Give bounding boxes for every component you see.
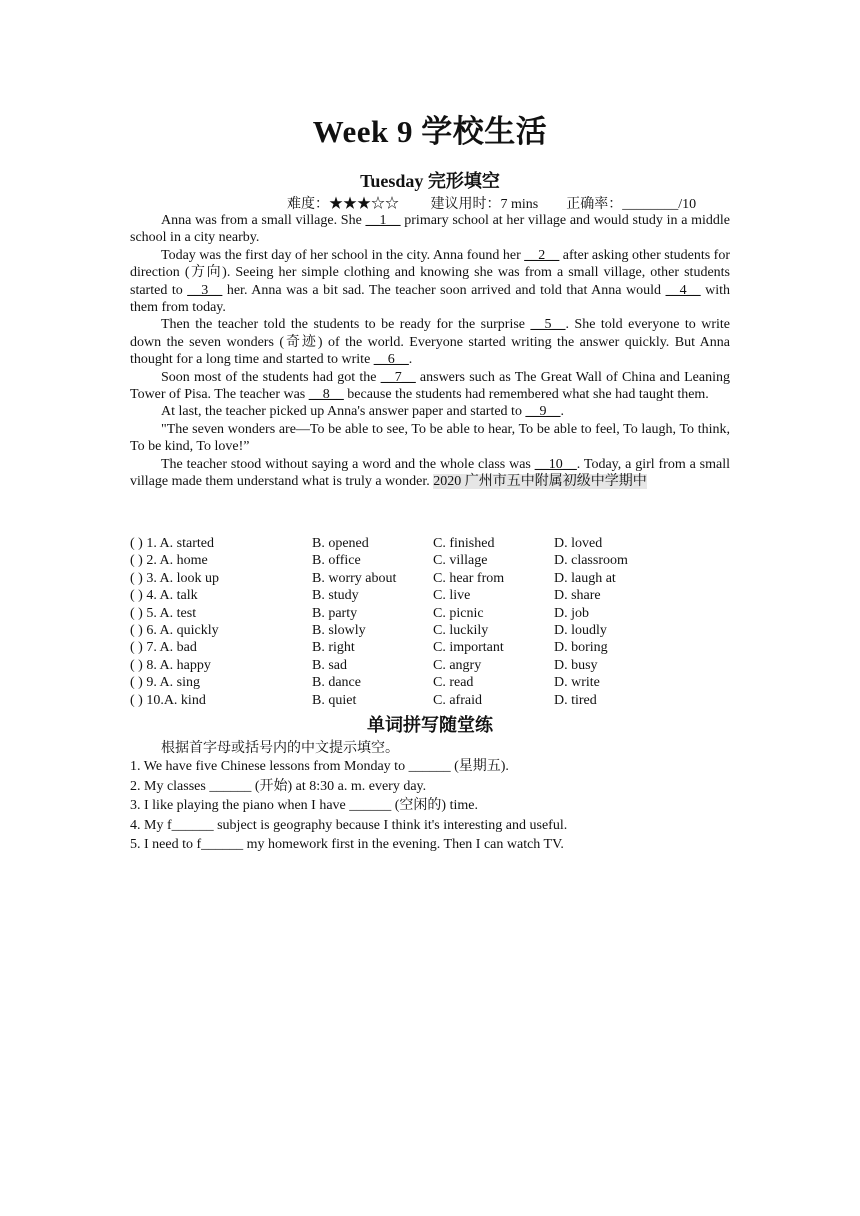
page-title: Week 9 学校生活 — [312, 114, 548, 149]
question-1: ( ) 1. A. started — [130, 536, 214, 551]
option-d: D. job — [554, 605, 589, 621]
blank-6: __6__ — [373, 352, 409, 368]
spelling-list — [130, 757, 750, 855]
spelling-instruction: 根据首字母或括号内的中文提示填空。 — [161, 741, 399, 756]
spelling-item-5: 5. I need to f______ my homework first in the evening. Then I can watch TV. — [130, 837, 564, 852]
option-d: D. tired — [554, 692, 597, 708]
option-d: D. boring — [554, 640, 608, 656]
question-7: ( ) 7. A. bad — [130, 640, 197, 656]
text: primary school at her village and would study in a middle school in a city nearby. — [130, 213, 731, 246]
option-c: C. finished — [433, 536, 495, 551]
option-b: B. right — [312, 640, 355, 656]
cloze-passage — [130, 212, 730, 491]
option-d: D. share — [554, 588, 601, 604]
accuracy-field: 正确率：________/10 — [566, 197, 697, 212]
option-row — [130, 587, 750, 604]
question-8: ( ) 8. A. happy — [130, 657, 211, 673]
text: Then the teacher told the students to be ready for the surprise — [161, 317, 531, 333]
text: Soon most of the students had got the — [161, 369, 381, 385]
blank-4: __4__ — [665, 282, 701, 298]
option-row — [130, 622, 750, 639]
option-d: D. classroom — [554, 553, 628, 569]
option-b: B. slowly — [312, 622, 366, 638]
option-row — [130, 552, 750, 569]
option-b: B. quiet — [312, 692, 357, 708]
option-b: B. dance — [312, 675, 361, 691]
spelling-item-3: 3. I like playing the piano when I have ______ (空闲的) time. — [130, 798, 478, 813]
text: answers such as The Great Wall of China and Leaning Tower of Pisa. The teacher was — [130, 369, 730, 403]
question-6: ( ) 6. A. quickly — [130, 622, 219, 638]
option-d: D. loudly — [554, 622, 607, 638]
option-row — [130, 639, 750, 656]
spelling-item-1: 1. We have five Chinese lessons from Monday to ______ (星期五). — [130, 759, 509, 774]
option-b: B. office — [312, 553, 361, 569]
answer-options — [130, 535, 750, 709]
text: The teacher stood without saying a word and the whole class was — [161, 456, 535, 472]
option-c: C. read — [433, 675, 474, 691]
difficulty-rating: 难度：★★★☆☆ — [287, 197, 399, 212]
option-c: C. hear from — [433, 570, 505, 586]
spelling-section-title: 单词拼写随堂练 — [367, 715, 493, 735]
blank-1: __1__ — [365, 213, 401, 228]
option-c: C. angry — [433, 657, 482, 673]
spelling-item-2: 2. My classes ______ (开始) at 8:30 a. m. every day. — [130, 778, 427, 794]
option-c: C. village — [433, 553, 488, 569]
text: with them from today. — [130, 282, 730, 316]
option-c: C. picnic — [433, 605, 484, 621]
option-b: B. worry about — [312, 570, 397, 586]
option-d: D. write — [554, 675, 600, 691]
source-tag: 2020 广州市五中附属初级中学期中 — [433, 474, 647, 490]
blank-5: __5__ — [530, 317, 566, 333]
question-10: ( ) 10.A. kind — [130, 692, 206, 708]
paragraph-2 — [130, 247, 730, 317]
question-2: ( ) 2. A. home — [130, 553, 208, 569]
option-c: C. important — [433, 640, 504, 656]
question-3: ( ) 3. A. look up — [130, 570, 220, 586]
blank-10: __10__ — [534, 456, 577, 472]
option-b: B. party — [312, 605, 358, 621]
text: Anna was from a small village. She — [161, 213, 366, 228]
option-d: D. laugh at — [554, 570, 616, 586]
option-row — [130, 657, 750, 674]
paragraph-6: "The seven wonders are—To be able to see, To be able to hear, To be able to feel, To laugh, To think, To be kind, To love!” — [130, 421, 730, 455]
option-b: B. sad — [312, 657, 347, 673]
text: At last, the teacher picked up Anna's answer paper and started to — [161, 404, 526, 420]
option-row — [130, 692, 750, 709]
section-subtitle: Tuesday 完形填空 — [360, 171, 500, 191]
question-4: ( ) 4. A. talk — [130, 588, 198, 604]
text: . She told everyone to write down the seven wonders (奇迹) of the world. Everyone started writing the answer quickly. But Anna thought for a long time and started to write — [130, 317, 730, 368]
spelling-item-4: 4. My f______ subject is geography because I think it's interesting and useful. — [130, 817, 568, 833]
paragraph-3 — [130, 316, 730, 368]
option-d: D. busy — [554, 657, 598, 673]
option-d: D. loved — [554, 536, 603, 551]
paragraph-1 — [130, 212, 730, 247]
exercise-meta — [287, 193, 696, 213]
blank-7: __7__ — [380, 369, 416, 385]
option-b: B. study — [312, 588, 359, 604]
text: Today was the first day of her school in the city. Anna found her — [161, 247, 525, 263]
text: after asking other students for direction (方向). Seeing her simple clothing and knowing she was from a small village, other students started to — [130, 247, 730, 298]
option-row — [130, 570, 750, 587]
option-row — [130, 605, 750, 622]
text: . Today, a girl from a small village made them understand what is truly a wonder. — [130, 456, 730, 490]
text: because the students had remembered what she had taught them. — [343, 387, 709, 403]
option-c: C. live — [433, 588, 471, 604]
blank-8: __8__ — [308, 387, 344, 403]
option-b: B. opened — [312, 536, 369, 551]
text: . — [408, 352, 413, 368]
option-c: C. afraid — [433, 692, 482, 708]
paragraph-5 — [130, 403, 730, 420]
blank-3: __3__ — [187, 282, 223, 298]
blank-9: __9__ — [525, 404, 561, 420]
paragraph-7 — [130, 456, 730, 491]
text: her. Anna was a bit sad. The teacher soon arrived and told that Anna would — [222, 282, 666, 298]
option-c: C. luckily — [433, 622, 489, 638]
option-row — [130, 535, 750, 552]
paragraph-4 — [130, 369, 730, 404]
option-row — [130, 674, 750, 691]
text: . — [560, 404, 564, 420]
blank-2: __2__ — [524, 247, 560, 263]
question-5: ( ) 5. A. test — [130, 605, 197, 621]
suggested-time: 建议用时：7 mins — [430, 197, 539, 212]
question-9: ( ) 9. A. sing — [130, 675, 200, 691]
